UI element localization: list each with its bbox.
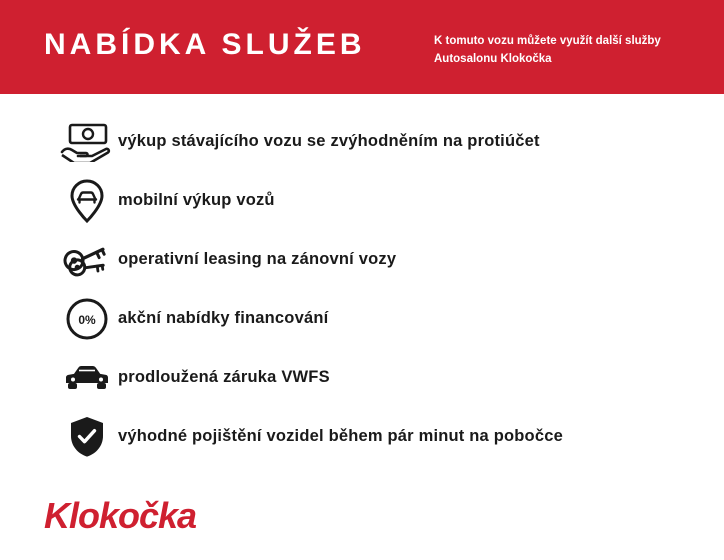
list-item — [0, 407, 724, 466]
svg-text:0%: 0% — [78, 312, 96, 327]
header-subtitle — [434, 32, 696, 68]
header-subtitle-line2: Autosalonu Klokočka — [434, 53, 552, 65]
brand-logo-text: Klokočka — [44, 495, 197, 536]
list-item-label: operativní leasing na zánovní vozy — [118, 250, 397, 268]
list-item-label: prodloužená záruka VWFS — [118, 368, 330, 386]
keys-icon — [56, 239, 118, 281]
list-item-label: mobilní výkup vozů — [118, 191, 275, 209]
list-item — [0, 289, 724, 348]
car-location-pin-icon — [56, 178, 118, 224]
list-item — [0, 348, 724, 407]
list-item-label: akční nabídky financování — [118, 309, 329, 327]
banknote-hand-icon — [56, 122, 118, 162]
header-subtitle-line1: K tomuto vozu můžete využít další služby — [434, 35, 661, 47]
list-item — [0, 230, 724, 289]
page-title: NABÍDKA SLUŽEB — [44, 28, 366, 61]
car-front-icon — [56, 361, 118, 395]
list-item-label: výkup stávajícího vozu se zvýhodněním na protiúčet — [118, 132, 540, 150]
services-list — [0, 112, 724, 466]
brand-logo — [44, 494, 196, 538]
shield-check-icon — [56, 414, 118, 460]
list-item-label: výhodné pojištění vozidel během pár minut na pobočce — [118, 427, 563, 445]
list-item — [0, 171, 724, 230]
zero-percent-circle-icon — [56, 297, 118, 341]
list-item — [0, 112, 724, 171]
page-header — [0, 0, 724, 94]
